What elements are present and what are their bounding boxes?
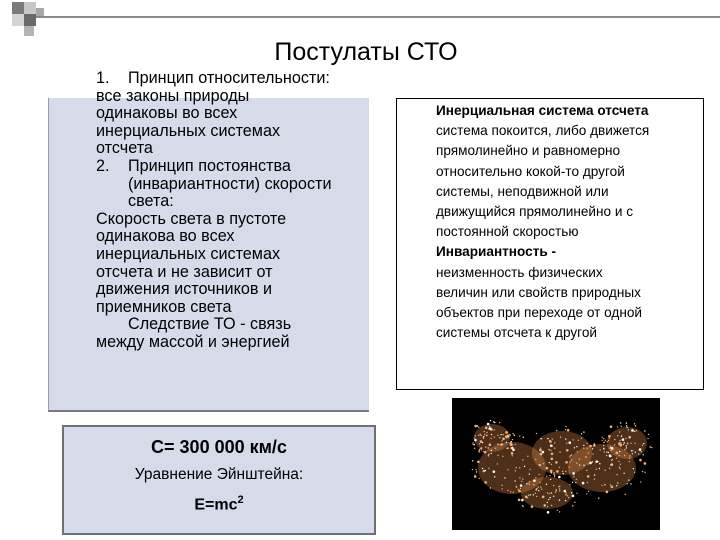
consequence-line: Следствие ТО - связь	[128, 315, 292, 334]
equation-label: Уравнение Эйнштейна:	[134, 466, 304, 483]
postulate-2-line: приемников света	[96, 297, 232, 316]
postulate-1-line: все законы природы	[96, 86, 250, 105]
frame-definition-line: движущийся прямолинейно и с	[436, 204, 634, 220]
frame-definition-line: системы, неподвижной или	[436, 183, 609, 199]
postulate-1-line: одинаковы во всех	[96, 104, 238, 123]
postulate-2-line: инерциальных системах	[96, 244, 281, 263]
postulates-text	[96, 70, 376, 352]
speed-of-light: С= 300 000 км/с	[151, 437, 287, 457]
invariance-line: величин или свойств природных	[436, 284, 641, 300]
frame-definition-line: система покоится, либо движется	[436, 123, 650, 139]
galaxy-illustration	[452, 398, 660, 530]
postulate-1-line: отсчета	[96, 139, 153, 158]
header-rule	[36, 16, 720, 18]
postulate-2-heading: 2. Принцип постоянства	[96, 156, 291, 175]
postulate-2-line: движения источников и	[96, 280, 272, 299]
corner-decoration	[0, 0, 60, 40]
invariance-title: Инвариантность -	[436, 244, 557, 260]
galaxy-image	[452, 398, 660, 530]
consequence-line: между массой и энергией	[96, 332, 290, 351]
frame-definition-title: Инерциальная система отсчета	[436, 103, 649, 118]
invariance-line: неизменность физических	[436, 264, 603, 280]
frame-definition-line: прямолинейно и равномерно	[436, 143, 621, 159]
postulate-1-heading: 1. Принцип относительности:	[96, 69, 330, 87]
postulate-2-line: Скорость света в пустоте	[96, 209, 287, 228]
formula-box	[62, 425, 376, 535]
postulate-2-line: отсчета и не зависит от	[96, 262, 273, 281]
invariance-line: системы отсчета к другой	[436, 325, 597, 341]
frame-definition-line: относительно кокой-то другой	[436, 163, 625, 179]
postulate-2-line: одинакова во всех	[96, 227, 235, 246]
invariance-line: объектов при переходе от одной	[436, 305, 643, 321]
postulate-2-heading-line: (инвариантности) скорости	[128, 174, 332, 193]
postulate-1-line: инерциальных системах	[96, 121, 281, 140]
einstein-equation: $E=mc^2$	[194, 494, 244, 514]
frame-definition-line: постоянной скоростью	[436, 224, 579, 240]
slide-title: Постулаты СТО	[274, 38, 458, 66]
postulate-2-heading-line: света:	[128, 192, 174, 211]
definitions-text	[436, 101, 706, 343]
